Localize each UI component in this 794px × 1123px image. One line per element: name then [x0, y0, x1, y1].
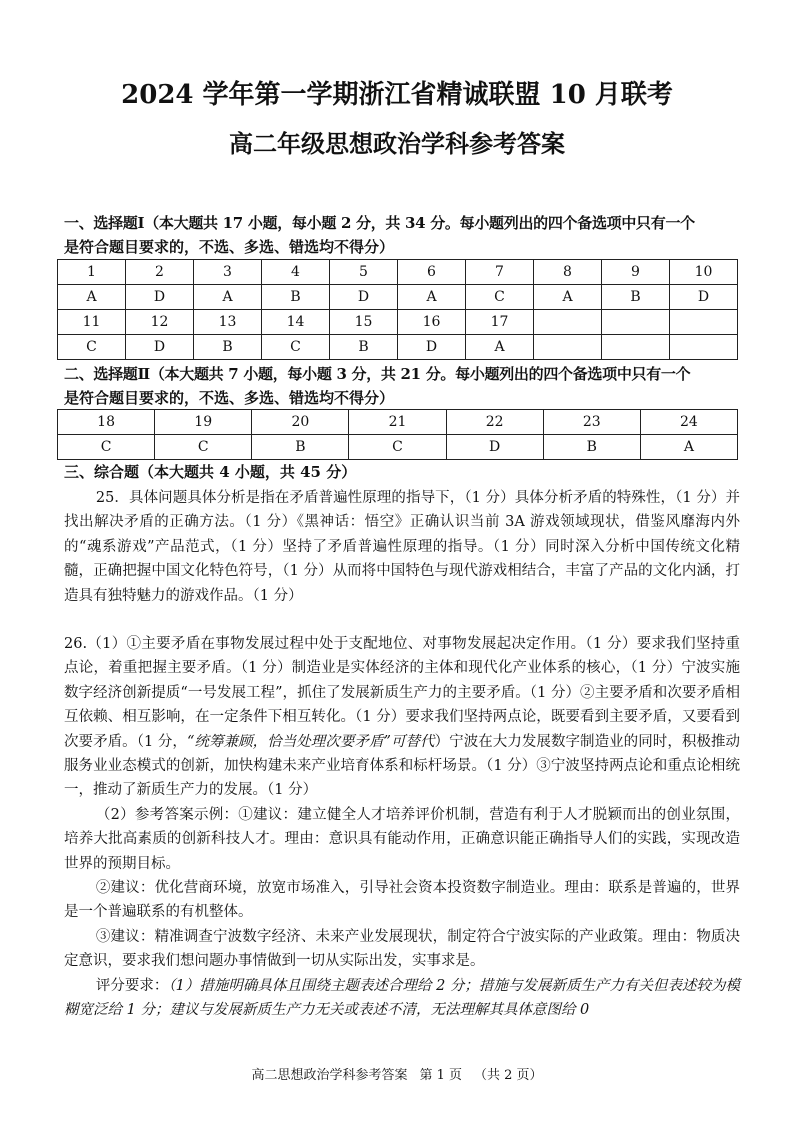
page-title: 2024 学年第一学期浙江省精诚联盟 10 月联考 [121, 80, 673, 110]
s1-answer-cell: A [466, 335, 534, 360]
s1-row [58, 260, 738, 285]
s2-answer-cell: C [155, 435, 252, 460]
s1-answer-cell: A [194, 285, 262, 310]
q25-text: 25．具体问题具体分析是指在矛盾普遍性原理的指导下，（1 分）具体分析矛盾的特殊性，（1 分）并找出解决矛盾的正确方法。（1 分）《黑神话：悟空》正确认识当前 3A 游戏领域现状，借鉴风靡海内外的“魂系游戏”产品范式，（1 分）坚持了矛盾普遍性原理的指导。（1 分）同时深入分析中国传统文化精髓，正确把握中国文化特色符号，（1 分）从而将中国特色与现代游戏相结合，丰富了产品的文化内涵，打造具有独特魅力的游戏作品。（1 分） [64, 490, 740, 604]
s1-question-number: 14 [262, 310, 330, 335]
s2-question-number: 20 [252, 410, 349, 435]
s2-question-number: 18 [58, 410, 155, 435]
s1-answer-cell: B [194, 335, 262, 360]
section1-heading-line2: 是符合题目要求的，不选、多选、错选均不得分） [64, 238, 395, 256]
s1-answer-cell: A [534, 285, 602, 310]
q26-part2-item3: ③建议：精准调查宁波数字经济、未来产业发展现状，制定符合宁波实际的产业政策。理由：物质决定意识，要求我们想问题办事情做到一切从实际出发，实事求是。 [64, 928, 740, 970]
s1-answer-cell: A [398, 285, 466, 310]
s1-question-number: 16 [398, 310, 466, 335]
s1-question-number: 1 [58, 260, 126, 285]
q26-part2-item2: ②建议：优化营商环境，放宽市场准入，引导社会资本投资数字制造业。理由：联系是普遍的，世界是一个普遍联系的有机整体。 [64, 880, 740, 921]
section3-heading: 三、综合题（本大题共 4 小题，共 45 分） [64, 463, 357, 481]
s1-question-number: 2 [126, 260, 194, 285]
s2-answer-cell: A [640, 435, 737, 460]
section1-heading-line1: 一、选择题Ⅰ（本大题共 17 小题，每小题 2 分，共 34 分。每小题列出的四个备选项中只有一个 [64, 214, 695, 232]
page-footer [0, 1064, 794, 1083]
scoring-label: 评分要求： [95, 977, 169, 994]
s2-answer-cell: C [349, 435, 446, 460]
section2-heading-line2: 是符合题目要求的，不选、多选、错选均不得分） [64, 389, 395, 407]
section2-answer-table [57, 409, 738, 460]
s1-answer-cell: D [330, 285, 398, 310]
section2-heading [64, 362, 744, 410]
s1-answer-cell: D [398, 335, 466, 360]
s1-answer-cell: D [126, 335, 194, 360]
s1-answer-cell [670, 335, 738, 360]
page-subtitle: 高二年级思想政治学科参考答案 [229, 129, 565, 158]
s1-question-number [534, 310, 602, 335]
s2-answer-cell: C [58, 435, 155, 460]
s1-question-number [602, 310, 670, 335]
s1-question-number: 9 [602, 260, 670, 285]
s1-row [58, 335, 738, 360]
s1-answer-cell: C [58, 335, 126, 360]
footer-subject: 高二思想政治学科参考答案 [251, 1068, 408, 1083]
q26-part1-c: ）宁波在大力发展数字制造业的同时，积极推动服务业业态模式的创新，加快构建未来产业培育体系和标杆场景。（1 分）③宁波坚持两点论和重点论相统一，推动了新质生产力的发展。（1 分） [64, 733, 740, 799]
s1-question-number: 13 [194, 310, 262, 335]
s1-question-number: 12 [126, 310, 194, 335]
s1-answer-cell: D [126, 285, 194, 310]
s1-answer-cell [602, 335, 670, 360]
s2-question-number: 19 [155, 410, 252, 435]
s1-question-number [670, 310, 738, 335]
s1-answer-cell: D [670, 285, 738, 310]
s1-question-number: 7 [466, 260, 534, 285]
s1-question-number: 8 [534, 260, 602, 285]
s1-answer-cell: B [602, 285, 670, 310]
q26-part2-intro: （2）参考答案示例：①建议：建立健全人才培养评价机制，营造有利于人才脱颖而出的创业氛围，培养大批高素质的创新科技人才。理由：意识具有能动作用，正确意识能正确指导人们的实践，实现改造世界的预期目标。 [64, 806, 740, 872]
s1-answer-cell: C [262, 335, 330, 360]
s2-question-number: 23 [543, 410, 640, 435]
q26-part1-b: “统筹兼顾，恰当处理次要矛盾”可替代 [186, 733, 435, 750]
section1-heading [64, 211, 744, 259]
s2-answer-cell: B [252, 435, 349, 460]
question-25-answer [64, 486, 740, 608]
s1-question-number: 4 [262, 260, 330, 285]
s2-row [58, 435, 738, 460]
s2-question-number: 21 [349, 410, 446, 435]
s1-question-number: 3 [194, 260, 262, 285]
footer-page: 第 1 页 [419, 1068, 462, 1083]
s1-question-number: 5 [330, 260, 398, 285]
s2-question-number: 22 [446, 410, 543, 435]
s1-answer-cell: C [466, 285, 534, 310]
s2-row [58, 410, 738, 435]
section2-heading-line1: 二、选择题Ⅱ（本大题共 7 小题，每小题 3 分，共 21 分。每小题列出的四个备选项中只有一个 [64, 365, 691, 383]
s2-answer-cell: D [446, 435, 543, 460]
s1-question-number: 6 [398, 260, 466, 285]
s2-question-number: 24 [640, 410, 737, 435]
s2-answer-cell: B [543, 435, 640, 460]
section1-answer-table [57, 259, 738, 360]
question-26-answer [64, 632, 740, 1023]
s1-question-number: 10 [670, 260, 738, 285]
footer-total: （共 2 页） [474, 1068, 543, 1083]
s1-answer-cell: B [330, 335, 398, 360]
s1-question-number: 15 [330, 310, 398, 335]
s1-row [58, 285, 738, 310]
s1-answer-cell: B [262, 285, 330, 310]
s1-answer-cell: A [58, 285, 126, 310]
s1-question-number: 17 [466, 310, 534, 335]
s1-question-number: 11 [58, 310, 126, 335]
s1-answer-cell [534, 335, 602, 360]
s1-row [58, 310, 738, 335]
scoring-text: （1）措施明确具体且围绕主题表述合理给 2 分；措施与发展新质生产力有关但表述较为模糊宽泛给 1 分；建议与发展新质生产力无关或表述不清，无法理解其具体意图给 0 [64, 977, 741, 1019]
q26-part1-a: 26.（1）①主要矛盾在事物发展过程中处于支配地位、对事物发展起决定作用。（1 分）要求我们坚持重点论，着重把握主要矛盾。（1 分）制造业是实体经济的主体和现代化产业体系的核心，（1 分）宁波实施数字经济创新提质“一号发展工程”，抓住了发展新质生产力的主要矛盾。（1 分）②主要矛盾和次要矛盾相互依赖、相互影响，在一定条件下相互转化。（1 分）要求我们坚持两点论，既要看到主要矛盾，又要看到次要矛盾。（1 分， [64, 636, 740, 750]
